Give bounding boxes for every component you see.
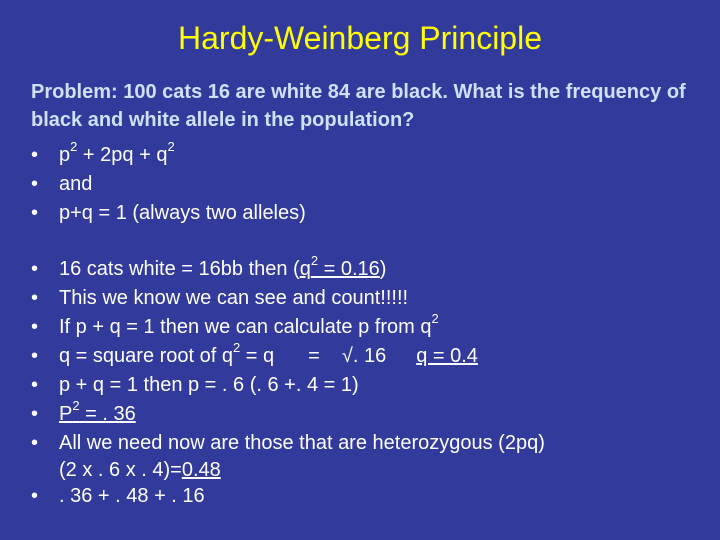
- sqrt-expression: √. 16: [341, 345, 387, 367]
- underlined-part: = 0.16: [318, 258, 380, 280]
- underlined-part: P: [59, 403, 73, 425]
- bullet-item: [31, 371, 545, 400]
- solution-bullet-list: [31, 255, 545, 511]
- bullet-text: This we know we can see and count!!!!!: [59, 287, 409, 309]
- bullet-icon: •: [31, 144, 39, 166]
- bullet-text: If p + q = 1 then we can calculate p from q: [59, 316, 432, 338]
- superscript: 2: [431, 311, 439, 327]
- result-text: q = 0.4: [416, 345, 478, 367]
- bullet-icon: •: [31, 258, 39, 280]
- bullet-text: . 36 + . 48 + . 16: [59, 485, 205, 507]
- bullet-icon: •: [31, 432, 39, 454]
- formula-bullet-list: [31, 141, 306, 228]
- superscript: 2: [310, 253, 319, 269]
- bullet-item: [31, 400, 545, 429]
- superscript: 2: [167, 139, 175, 155]
- result-text: 0.48: [181, 459, 221, 481]
- bullet-item: [31, 313, 545, 342]
- bullet-icon: •: [31, 485, 39, 507]
- bullet-item: [31, 199, 306, 228]
- superscript: 2: [72, 398, 80, 414]
- bullet-text: + 2pq + q: [77, 144, 168, 166]
- bullet-icon: •: [31, 316, 39, 338]
- bullet-text: = q: [240, 345, 275, 367]
- bullet-icon: •: [31, 403, 39, 425]
- bullet-text: p + q = 1 then p = . 6 (. 6 +. 4 = 1): [59, 374, 359, 396]
- bullet-text: All we need now are those that are heterozygous (2pq): [59, 432, 545, 454]
- bullet-item: [31, 255, 545, 284]
- underlined-text: [59, 398, 136, 425]
- bullet-item: [31, 429, 545, 482]
- superscript: 2: [70, 139, 78, 155]
- underlined-part: q: [299, 258, 311, 280]
- underlined-part: = . 36: [79, 403, 136, 425]
- bullet-item: [31, 284, 545, 313]
- bullet-icon: •: [31, 345, 39, 367]
- bullet-item: [31, 342, 545, 371]
- superscript: 2: [233, 340, 241, 356]
- bullet-item: [31, 141, 306, 170]
- bullet-icon: •: [31, 287, 39, 309]
- equals-sign: =: [308, 345, 320, 367]
- bullet-text: 16 cats white = 16bb then (: [59, 258, 300, 280]
- bullet-icon: •: [31, 173, 39, 195]
- bullet-continuation: [59, 458, 545, 482]
- problem-statement: Problem: 100 cats 16 are white 84 are black. What is the frequency of black and white allele in the population?: [31, 81, 686, 131]
- bullet-text: q = square root of q: [59, 345, 234, 367]
- bullet-text: (2 x . 6 x . 4)=: [59, 459, 182, 481]
- bullet-item: [31, 482, 545, 511]
- bullet-text: and: [59, 173, 93, 195]
- bullet-icon: •: [31, 374, 39, 396]
- bullet-text: p: [59, 144, 71, 166]
- bullet-text: p+q = 1 (always two alleles): [59, 202, 306, 224]
- underlined-text: [299, 253, 380, 280]
- slide-title: Hardy-Weinberg Principle: [178, 20, 542, 56]
- bullet-icon: •: [31, 202, 39, 224]
- bullet-item: [31, 170, 306, 199]
- bullet-text: ): [379, 258, 387, 280]
